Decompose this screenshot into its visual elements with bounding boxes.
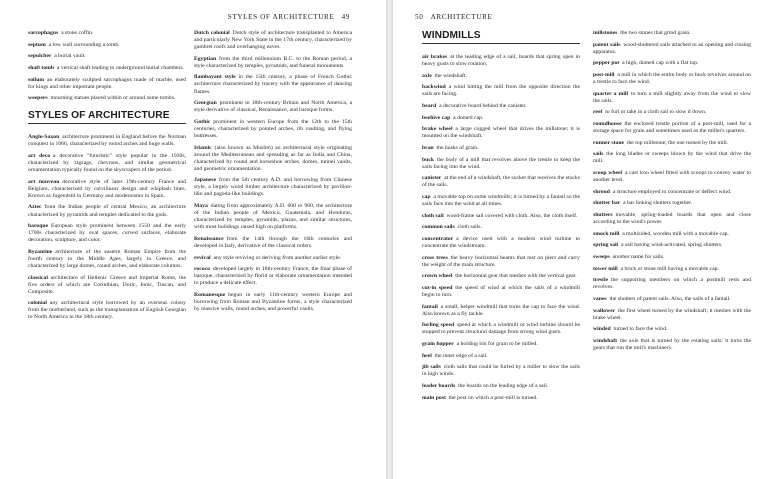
glossary-term: heel [422,352,432,359]
glossary-entry [422,194,580,208]
page-number: 49 [341,13,350,21]
glossary-term: Georgian [194,100,217,107]
glossary-entry [28,179,186,200]
glossary-entry [593,189,751,196]
glossary-entry [422,353,580,360]
glossary-term: Japanese [194,177,217,184]
glossary-term: spring sail [593,242,619,249]
glossary-definition: from the 5th century A.D. and borrowing from Chinese style, a largely wood timber architecture characterized by pavilion-like and pagoda-like buildings. [194,177,352,198]
glossary-definition: the speed of wind at which the sails of a windmill begin to turn. [422,284,580,299]
glossary-entry [422,175,580,189]
glossary-definition: to turn a mill slightly away from the wind to slow the sails. [593,90,751,104]
glossary-term: shaft tomb [28,64,55,71]
glossary-term: sarcophagus [28,30,59,36]
glossary-term: quarter a mill [593,90,629,97]
glossary-definition: a domed cap. [453,114,484,121]
glossary-definition: a sail having wind-activated, spring shutters. [620,242,723,249]
glossary-entry [593,60,751,67]
glossary-term: roundhouse [593,120,622,127]
glossary-definition: the axle that is turned by the rotating sails; it turns the gears that run the mill's machinery. [593,337,751,351]
glossary-term: Aztec [28,204,42,211]
glossary-entry [422,395,580,402]
glossary-term: Dutch colonial [194,30,230,36]
glossary-definition: wood-frame sail covered with cloth. Also, the cloth itself. [446,212,578,219]
glossary-entry [194,177,352,198]
glossary-term: scoop wheel [593,170,623,176]
glossary-definition: begun in early 11th-century western Europe and borrowing from Roman and Byzantine forms, a style characterized by massive walls, round arches, and powerful vaults. [194,291,352,313]
glossary-term: crown wheel [422,273,453,280]
section-title: STYLES OF ARCHITECTURE [28,110,186,124]
glossary-entry [422,255,580,269]
glossary-term: concentrator [422,235,454,242]
glossary-entry [28,65,186,72]
glossary-term: beehive cap [422,114,451,121]
glossary-entry [422,364,580,378]
glossary-entry [593,140,751,147]
glossary-definition: a high, domed cap with a flat top. [622,60,699,67]
glossary-term: runner stone [593,139,625,146]
glossary-definition: any style reviving or deriving from another earlier style. [213,254,342,261]
glossary-definition: from the Indian people of central Mexico, an architecture characterized by pyramids and temples dedicated to the gods. [28,204,186,218]
book-gutter [386,0,393,479]
glossary-term: Maya [194,203,208,210]
glossary-entry [593,254,751,261]
glossary-definition: a multisided, wooden mill with a movable cap. [622,230,729,237]
glossary-term: Islamic [194,144,212,151]
glossary-entry [593,72,751,86]
glossary-term: sepulcher [28,53,52,60]
glossary-term: solium [28,76,45,83]
glossary-entry [593,91,751,105]
glossary-entry [422,285,580,299]
glossary-term: grain hopper [422,341,454,348]
glossary-entry [593,338,751,352]
glossary-definition: at the leading edge of a sail, boards that spring open in heavy gusts to slow rotation. [422,54,580,68]
glossary-entry [593,212,751,226]
glossary-term: air brakes [422,54,448,60]
glossary-entry [194,203,352,231]
glossary-definition: a structure employed to concentrate or deflect wind. [612,188,732,195]
glossary-term: cloth sail [422,212,444,219]
glossary-term: fantail [422,303,438,310]
glossary-entry [422,73,580,80]
glossary-definition: turned to face the wind. [613,326,668,333]
glossary-definition: architecture of Hellenic Greece and imperial Rome, the five orders of which are Corinthian, Doric, Ionic, Tuscan, and Composite. [28,274,186,295]
glossary-term: classical [28,274,48,281]
glossary-entry [422,273,580,280]
glossary-entry [422,157,580,171]
glossary-definition: (also known as Muslim) an architectural style originating around the Mediterranean and spreading as far as India and China, characterized by round and horseshoe arches, domes, tunnel vaults, and geometric ornamentation. [194,144,352,172]
glossary-definition: a stone coffin. [61,30,94,36]
glossary-definition: the top millstone; the one turned by the mill. [626,139,729,146]
glossary-entry [194,119,352,140]
glossary-definition: speed at which a windmill or wind turbine should be stopped to prevent structural damage from strong wind gusts. [422,322,580,336]
glossary-entry [194,74,352,95]
glossary-term: furling speed [422,322,455,329]
glossary-definition: the windshaft. [434,72,467,79]
glossary-entry [422,115,580,122]
glossary-term: beard [422,103,437,110]
running-header [228,13,350,21]
glossary-term: patent sails [593,41,621,48]
glossary-term: flamboyant style [194,74,236,81]
glossary-definition: a low wall surrounding a tomb. [48,41,120,48]
glossary-entry [422,145,580,152]
glossary-term: Anglo-Saxon [28,134,60,141]
glossary-definition: another name for sails. [612,253,665,260]
glossary-definition: the post on which a post-mill is turned. [448,394,538,401]
glossary-definition: wood-shuttered sails attached to an opening and closing apparatus. [593,41,751,55]
glossary-entry [28,153,186,174]
glossary-definition: a decorative "futuristic" style popular in the 1930s, characterized by zigzags, chevrons, and similar geometrical ornamentation typically found on the skyscrapers of the period. [28,152,186,174]
glossary-term: common sails [422,224,455,231]
glossary-entry [28,77,186,91]
glossary-definition: from the third millennium B.C. to the Roman period, a style characterized by temples, pyramids, and funeral monuments. [194,55,352,69]
glossary-entry [593,42,751,56]
glossary-term: weepers [28,95,48,102]
right-column-1 [422,30,580,406]
section-title: WINDMILLS [422,30,580,44]
glossary-definition: prominent in western Europe from the 12th to the 15th centuries, characterized by pointed arches, rib vaulting, and flying buttresses. [194,118,352,139]
glossary-definition: a movable top on some windmills; it is turned by a fantail so the sails face into the wind at all times. [422,194,580,208]
glossary-entry [194,255,352,262]
glossary-entry [28,204,186,218]
glossary-definition: the shutters of patent sails. Also, the sails of a fantail. [609,295,731,302]
page-number: 50 [415,13,424,21]
glossary-entry [593,121,751,135]
glossary-entry [194,56,352,70]
glossary-definition: a holding bin for grain to be milled. [456,341,538,348]
glossary-term: Gothic [194,118,211,125]
glossary-definition: the supporting members on which a postmill rests and revolves. [593,277,751,291]
glossary-entry [28,300,186,321]
glossary-definition: the heavy horizontal beams that rest on piers and carry the weight of the main structure. [422,254,580,268]
glossary-entry [422,54,580,68]
glossary-definition: movable, spring-loaded boards that open and close according to the wind's power. [593,211,751,226]
glossary-term: tower mill [593,265,618,272]
glossary-entry [28,53,186,60]
glossary-term: revival [194,254,211,261]
running-header-title: ARCHITECTURE [430,13,493,21]
glossary-entry [28,275,186,296]
glossary-definition: a wind hitting the mill from the opposite direction the sails are facing. [422,84,580,98]
running-header-title: STYLES OF ARCHITECTURE [227,13,335,21]
glossary-definition: the body of a mill that revolves above the trestle to keep the sails facing into the wind. [422,156,580,170]
glossary-term: winded [593,326,611,333]
glossary-term: Byzantine [28,248,53,255]
glossary-term: cut-in speed [422,284,453,291]
glossary-term: shutter bar [593,200,621,207]
glossary-term: brake wheel [422,126,453,133]
glossary-term: millstones [593,30,618,36]
glossary-term: main post [422,394,446,401]
glossary-definition: from the 14th through the 16th centuries and developed in Italy, derivative of the classical orders. [194,235,352,249]
glossary-definition: the horizontal gear that meshes with the vertical gear. [455,273,577,280]
glossary-term: axle [422,72,432,79]
glossary-definition: a decorative board behind the canister. [439,103,527,110]
glossary-term: smock mill [593,230,620,237]
running-header [415,13,493,21]
glossary-entry [28,42,186,49]
glossary-term: cross trees [422,254,448,261]
glossary-term: Egyptian [194,55,217,62]
glossary-definition: a brick or stone mill having a movable cap. [620,265,719,272]
glossary-entry [194,292,352,313]
glossary-definition: the two stones that grind grain. [620,30,691,36]
glossary-term: shroud [593,188,610,195]
glossary-term: bran [422,144,434,151]
glossary-term: colonial [28,300,47,307]
glossary-definition: a bar linking shutters together. [623,200,693,207]
glossary-entry [194,145,352,173]
glossary-definition: a device used with a modern wind turbine to concentrate the windstream. [422,235,580,250]
glossary-definition: the first wheel turned by the windshaft; it meshes with the brake wheel. [593,307,751,321]
glossary-definition: a large cogged wheel that drives the millstone; it is mounted on the windshaft. [422,126,581,140]
glossary-entry [422,84,580,98]
glossary-entry [28,223,186,244]
glossary-term: Romanesque [194,291,226,298]
glossary-definition: decorative style of later 19th-century France and Belgium, characterized by curvilinear design and whiplash lines. Known as Jugendstil in Germany and modernismo in Spain. [28,178,187,199]
glossary-entry [593,170,751,184]
glossary-entry [593,277,751,291]
glossary-entry [422,103,580,110]
glossary-entry [194,266,352,287]
glossary-definition: the boards on the leading edge of a sail. [458,383,549,390]
glossary-term: rococo [194,266,211,273]
left-column-1 [28,30,186,326]
glossary-entry [593,30,751,37]
glossary-entry [593,242,751,249]
glossary-definition: cloth sails that could be furled by a miller to slow the sails in high winds. [422,364,580,378]
right-page [393,0,780,479]
glossary-definition: to furl or take in a cloth sail to slow it down. [605,109,707,116]
glossary-term: shutters [593,211,613,218]
glossary-term: wallower [593,307,616,314]
glossary-entry [28,30,186,37]
glossary-term: backwind [422,84,446,91]
glossary-term: sails [593,151,604,158]
glossary-definition: cloth sails. [457,224,482,231]
glossary-definition: any architectural style borrowed by an overseas colony from the motherland, such as the transplantation of English Georgian to North America in the 18th century. [28,300,186,321]
left-column-2 [194,30,352,318]
glossary-entry [422,341,580,348]
glossary-term: windshaft [593,337,618,344]
left-page [0,0,386,479]
glossary-definition: the long blades or sweeps blown by the wind that drive the mill. [593,151,751,165]
glossary-definition: European style prominent between 1550 and the early 1700s characterized by oval spaces, curved surfaces, elaborate decoration, sculpture, and color. [28,223,186,244]
glossary-entry [593,231,751,238]
glossary-entry [422,236,580,250]
glossary-definition: in the 15th century, a phase of French Gothic architecture characterized by tracery with the appearance of dancing flames. [194,74,352,95]
glossary-definition: a vertical shaft leading to underground burial chambers. [56,64,185,71]
glossary-term: sweeps [593,253,610,260]
glossary-entry [194,236,352,250]
glossary-definition: architecture of the eastern Roman Empire from the fourth century to the Middle Ages, largely in Greece, and characterized by large domes, round arches, and elaborate columns. [28,248,186,269]
glossary-entry [28,134,186,148]
glossary-entry [422,126,580,140]
glossary-term: art nouveau [28,178,60,185]
glossary-definition: an elaborately sculpted sarcophagus made of marble, used for kings and other important people. [28,76,186,90]
glossary-entry [593,266,751,273]
glossary-definition: a burial vault. [54,53,86,60]
right-column-2 [593,30,751,357]
glossary-entry [422,224,580,231]
glossary-term: buck [422,156,435,163]
glossary-definition: mourning statues placed within or around some tombs. [50,95,176,102]
glossary-entry [593,326,751,333]
glossary-entry [593,308,751,322]
glossary-term: cap [422,194,431,200]
glossary-term: reef [593,109,603,116]
glossary-entry [593,109,751,116]
glossary-term: pepper pot [593,60,620,67]
glossary-entry [593,151,751,165]
glossary-entry [194,100,352,114]
glossary-definition: the husks of grain. [436,144,479,151]
glossary-term: septum [28,41,46,48]
glossary-definition: dating from approximately A.D. 600 to 900, the architecture of the Indian people of Mexico, Guatemala, and Honduras, characterized by temples, pyramids, plazas, and similar structures, with most buildings raised high on platforms. [194,203,352,231]
glossary-definition: the inner edge of a sail. [434,352,488,359]
glossary-entry [28,95,186,102]
glossary-definition: architecture prominent in England before the Norman conquest in 1066, characterized by round arches and huge walls. [28,134,186,148]
glossary-definition: a cast iron wheel fitted with scoops to convey water to another level. [593,170,751,184]
glossary-entry [593,296,751,303]
glossary-term: art deco [28,152,51,159]
glossary-term: post-mill [593,71,615,78]
glossary-term: vanes [593,295,607,302]
glossary-entry [422,213,580,220]
glossary-entry [422,383,580,390]
glossary-entry [422,304,580,318]
glossary-entry [422,322,580,336]
glossary-definition: prominent in 18th-century Britain and North America, a style derivative of classical, Renaissance, and baroque forms. [194,100,352,114]
glossary-definition: at the end of a windshaft, the socket that receives the stocks of the sails. [422,175,580,189]
glossary-term: jib sails [422,364,441,371]
glossary-definition: a small, helper windmill that turns the cap to face the wind. Also known as a fly tackle. [422,303,580,317]
glossary-entry [28,249,186,270]
glossary-entry [593,200,751,207]
glossary-term: trestle [593,277,609,284]
glossary-term: Renaissance [194,235,224,242]
glossary-term: baroque [28,223,49,230]
glossary-definition: the enclosed trestle portion of a post-mill, used for a storage space for grain and sometimes used as the miller's quarters. [593,120,751,135]
glossary-entry [194,30,352,51]
glossary-term: canister [422,175,442,182]
glossary-term: leader boards [422,383,456,390]
glossary-definition: a mill in which the entire body or buck revolves around on a trestle to face the wind. [593,71,751,86]
glossary-definition: developed largely in 18th-century France, the final phase of baroque, characterized by florid or elaborate ornamentation intended to produce a delicate effect. [194,266,352,287]
glossary-definition: Dutch style of architecture transplanted to America and particularly New York State in the 17th century, characterized by gambrel roofs and overhanging eaves. [194,30,353,51]
